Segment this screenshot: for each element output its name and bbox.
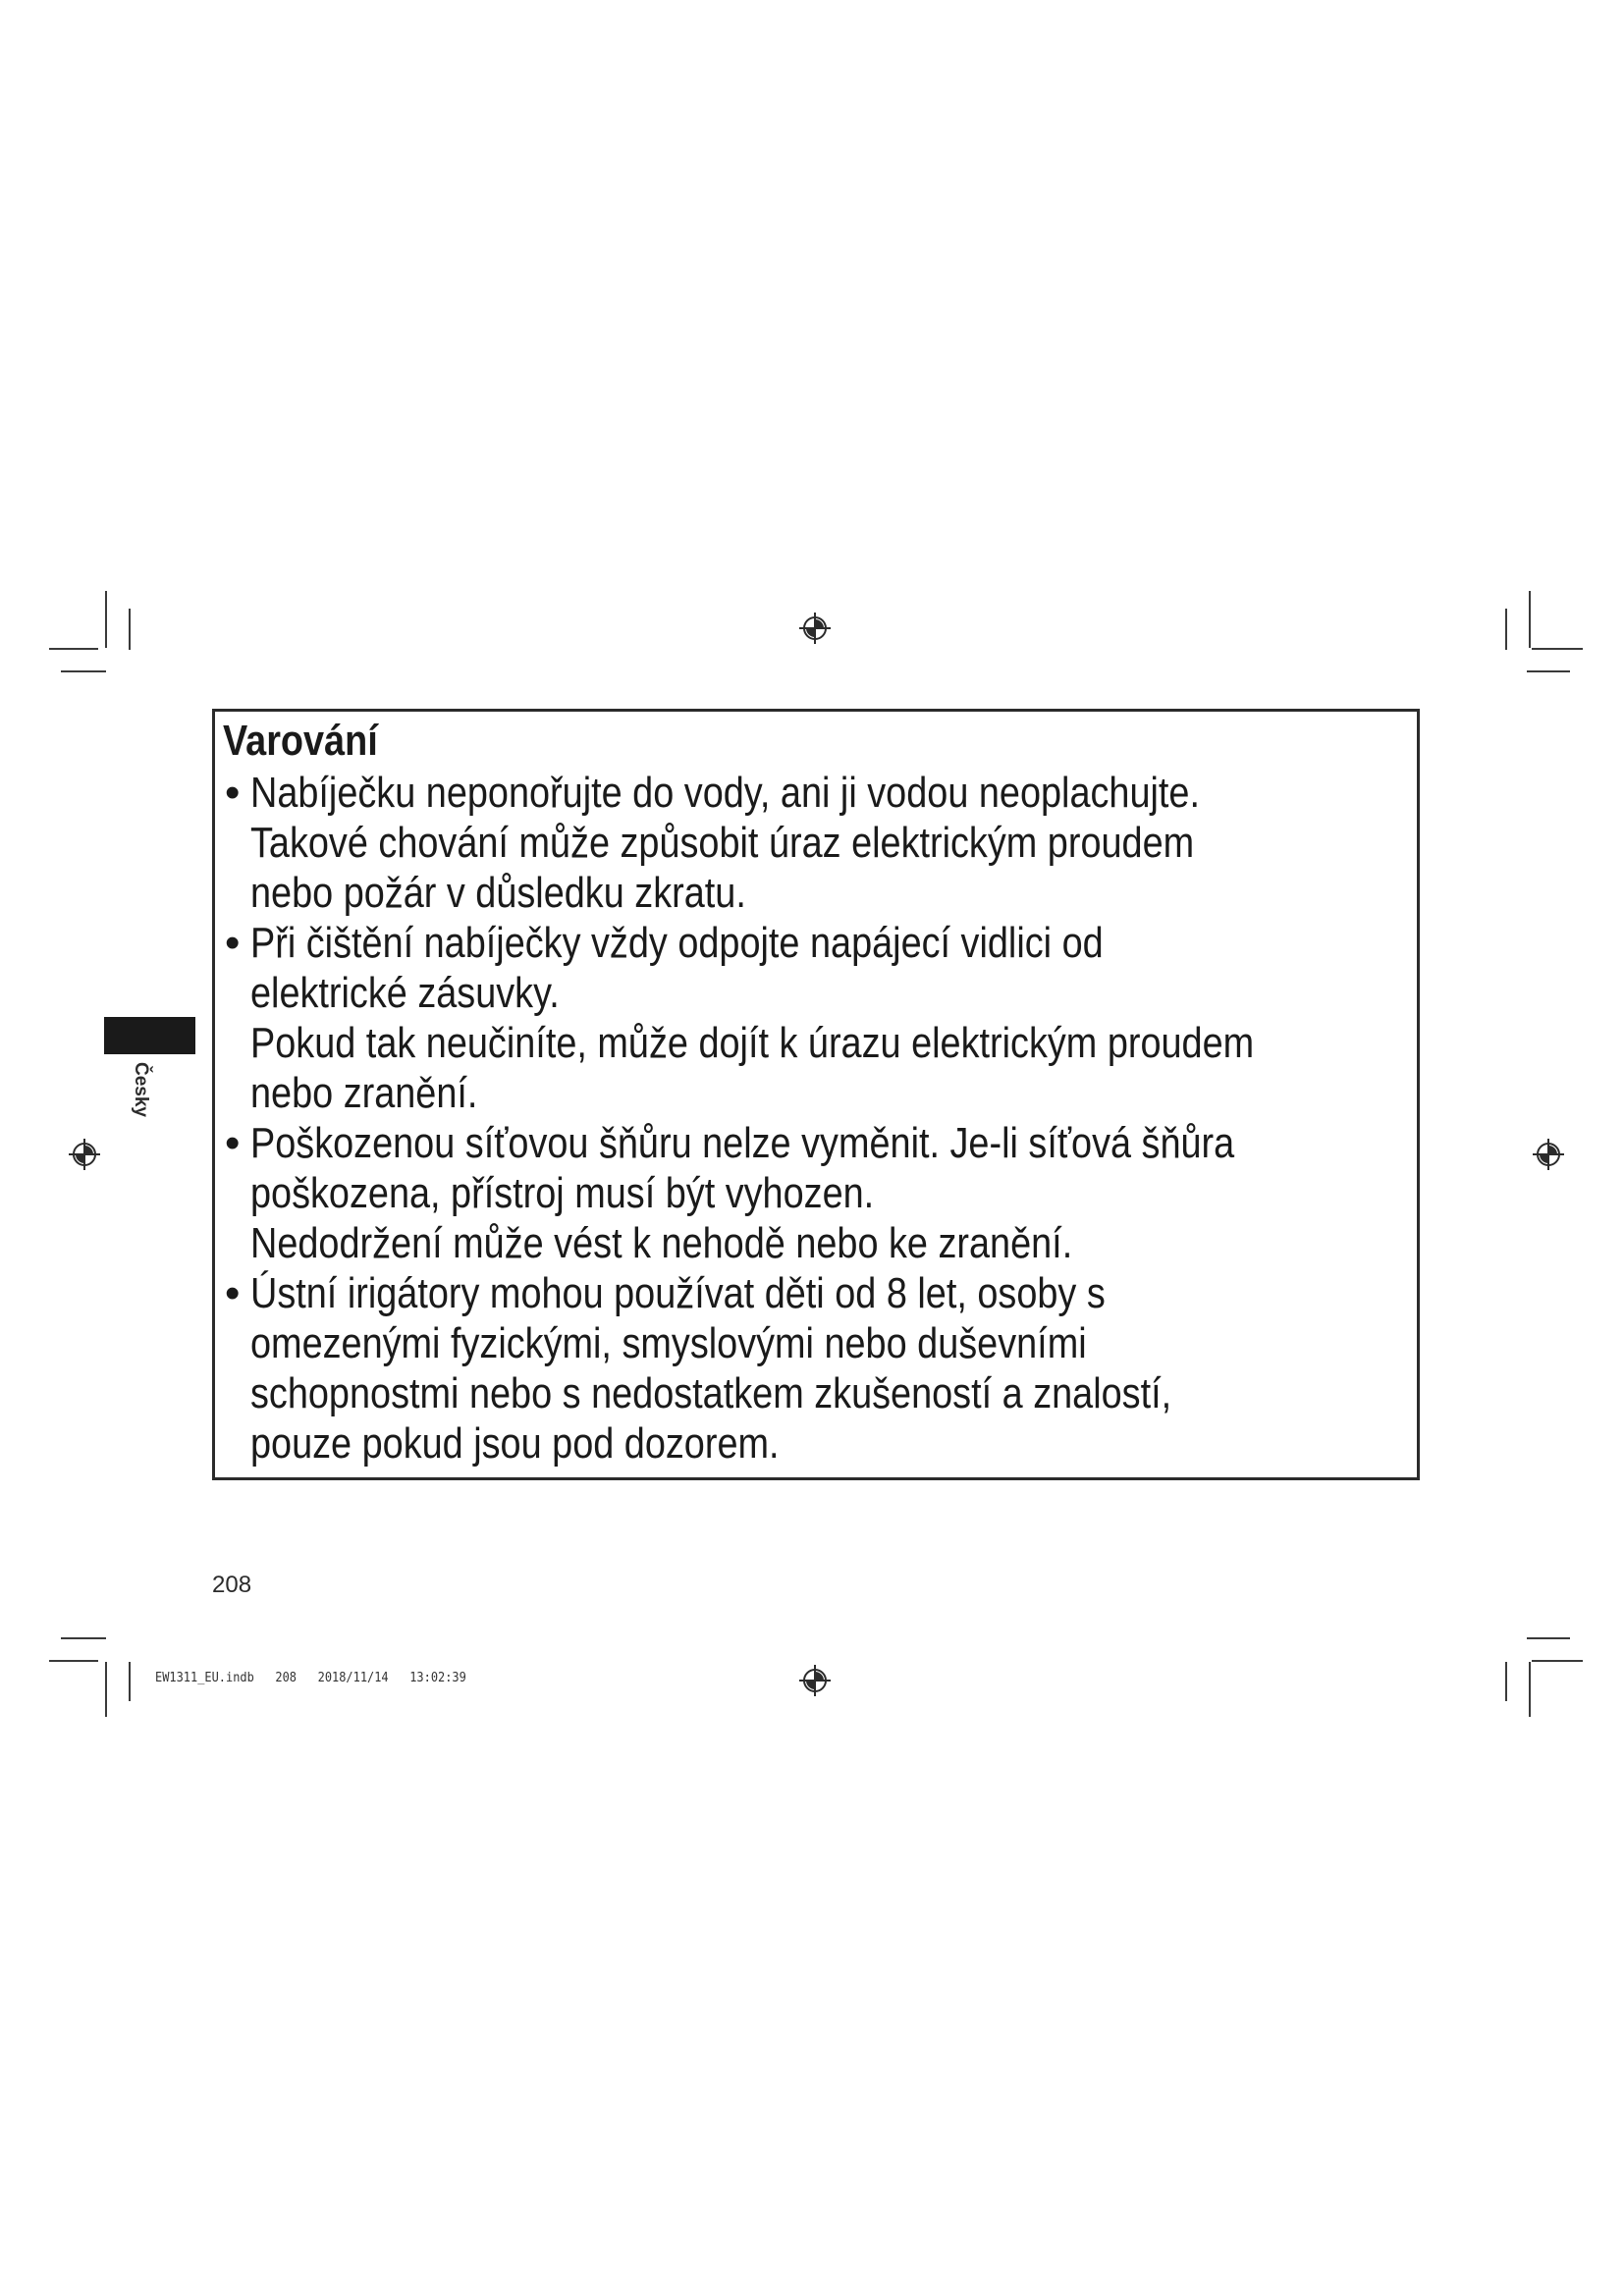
- warning-line: Ústní irigátory mohou používat děti od 8 let, osoby s: [250, 1269, 1106, 1317]
- warning-line: nebo požár v důsledku zkratu.: [250, 869, 746, 917]
- warning-item: [223, 1268, 1417, 1468]
- crop-mark: [49, 1660, 98, 1662]
- crop-mark: [61, 670, 106, 672]
- warning-line: Nabíječku neponořujte do vody, ani ji vodou neoplachujte.: [250, 769, 1200, 817]
- warning-line: Pokud tak neučiníte, může dojít k úrazu elektrickým proudem: [250, 1019, 1255, 1067]
- warning-line: elektrické zásuvky.: [250, 969, 560, 1017]
- warning-line: poškozena, přístroj musí být vyhozen.: [250, 1169, 875, 1217]
- crop-mark: [105, 591, 107, 648]
- warning-title: Varování: [223, 717, 378, 765]
- warning-list: [223, 768, 1417, 1468]
- crop-mark: [105, 1662, 107, 1717]
- warning-item: [223, 768, 1417, 918]
- crop-mark: [1532, 1660, 1583, 1662]
- crop-mark: [1529, 591, 1531, 648]
- warning-line: nebo zranění.: [250, 1069, 478, 1117]
- crop-mark: [49, 648, 98, 650]
- warning-line: omezenými fyzickými, smyslovými nebo duševními: [250, 1319, 1087, 1367]
- bullet-icon: •: [225, 919, 241, 967]
- warning-item: [223, 918, 1417, 1118]
- bullet-icon: •: [225, 769, 241, 817]
- warning-line: Poškozenou síťovou šňůru nelze vyměnit. Je-li síťová šňůra: [250, 1119, 1235, 1167]
- registration-mark-icon: [1532, 1138, 1565, 1171]
- bullet-icon: •: [225, 1119, 241, 1167]
- crop-mark: [1529, 1662, 1531, 1717]
- crop-mark: [1532, 648, 1583, 650]
- crop-mark: [61, 1637, 106, 1639]
- warning-line: Takové chování může způsobit úraz elektrickým proudem: [250, 819, 1195, 867]
- registration-mark-icon: [798, 1664, 832, 1697]
- warning-line: Při čištění nabíječky vždy odpojte napájecí vidlici od: [250, 919, 1104, 967]
- warning-item: [223, 1118, 1417, 1268]
- warning-line: schopnostmi nebo s nedostatkem zkušeností a znalostí,: [250, 1369, 1172, 1417]
- crop-mark: [129, 1662, 131, 1701]
- language-label: Česky: [131, 1062, 151, 1117]
- print-slug: EW1311_EU.indb 208 2018/11/14 13:02:39: [155, 1671, 466, 1685]
- registration-mark-icon: [798, 612, 832, 645]
- bullet-icon: •: [225, 1269, 241, 1317]
- warning-box: [212, 709, 1420, 1480]
- warning-line: pouze pokud jsou pod dozorem.: [250, 1419, 780, 1468]
- crop-mark: [1505, 1662, 1507, 1701]
- crop-mark: [1527, 670, 1570, 672]
- crop-mark: [1505, 609, 1507, 650]
- registration-mark-icon: [68, 1138, 101, 1171]
- crop-mark: [129, 609, 131, 650]
- crop-mark: [1527, 1637, 1570, 1639]
- warning-line: Nedodržení může vést k nehodě nebo ke zranění.: [250, 1219, 1073, 1267]
- language-tab: [104, 1017, 195, 1054]
- page-number: 208: [212, 1572, 252, 1598]
